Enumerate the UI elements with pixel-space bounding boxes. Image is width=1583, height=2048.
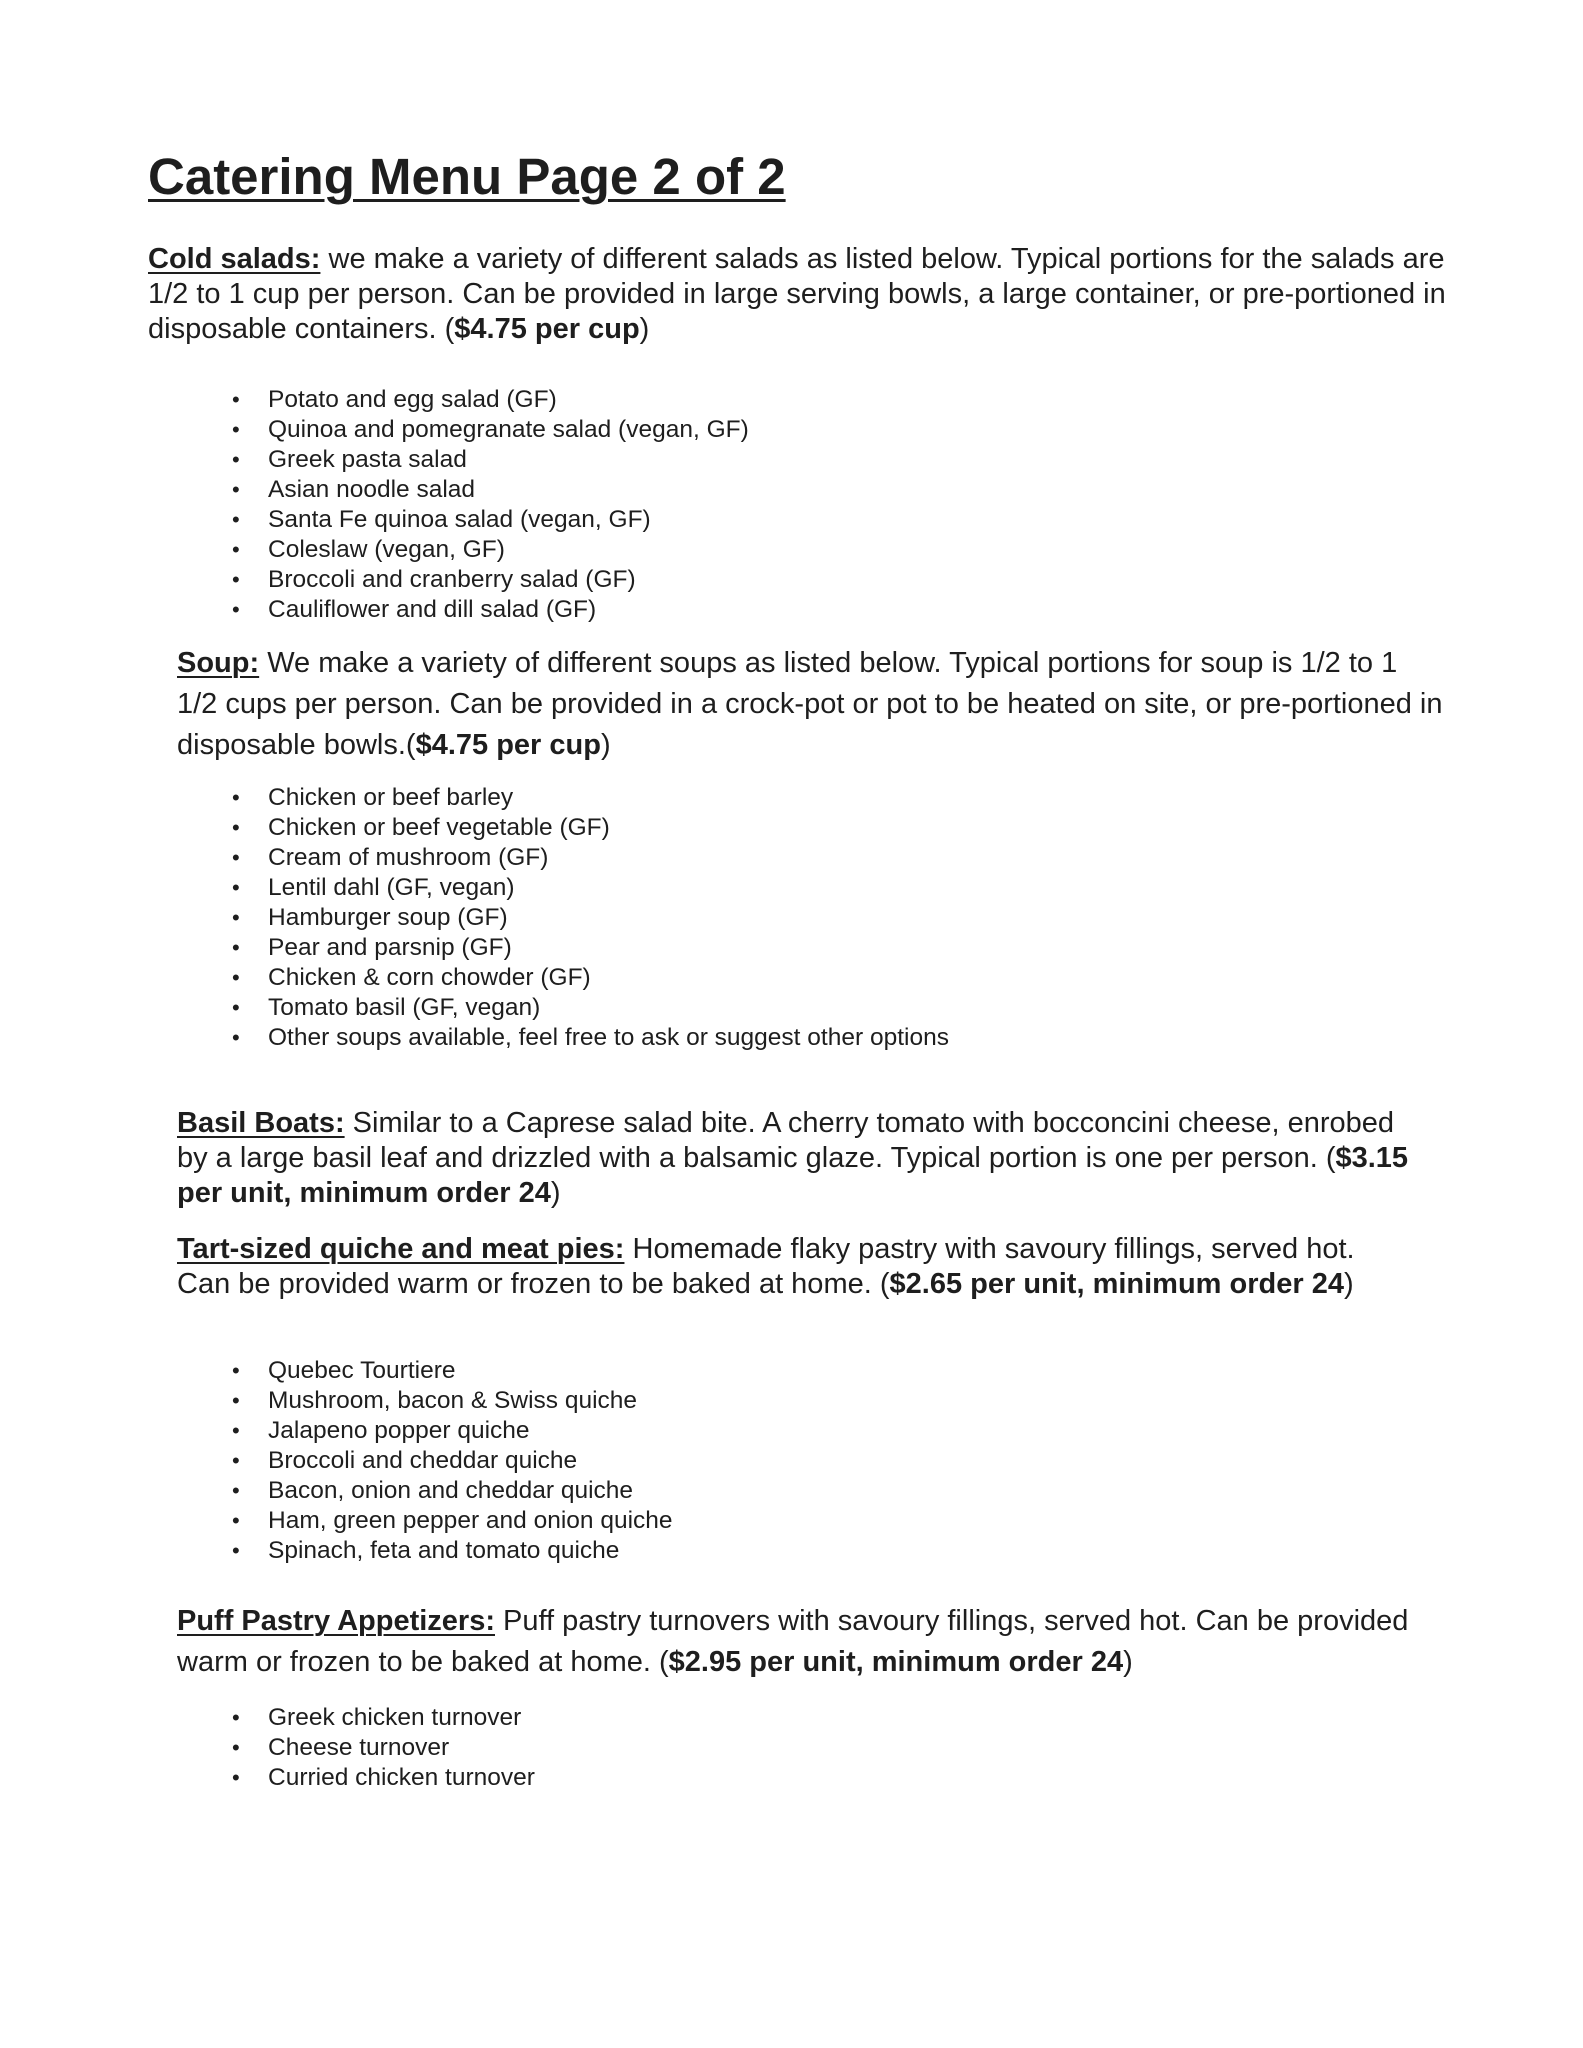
basil-boats-description: Similar to a Caprese salad bite. A cherry tomato with bocconcini cheese, enrobed by a large basil leaf and drizzled with a balsamic glaze. Typical portion is one per person. ( [177,1107,1395,1174]
soup-paragraph [177,643,1445,766]
list-item: • Potato and egg salad (GF) [232,385,749,415]
quiche-price-close: ) [1343,1268,1354,1300]
puff-pastry-list [232,1703,535,1793]
puff-pastry-section [177,1601,1417,1683]
cold-salads-heading: Cold salads: [148,243,321,275]
basil-boats-price: $3.15 per unit, minimum order 24 [177,1142,1409,1209]
list-item: • Chicken or beef barley [232,783,949,813]
quiche-list [232,1356,673,1566]
list-item: • Chicken or beef vegetable (GF) [232,813,949,843]
soup-section [177,643,1445,766]
list-item: • Broccoli and cheddar quiche [232,1446,673,1476]
list-item: • Greek chicken turnover [232,1703,535,1733]
soup-price-close: ) [600,729,611,761]
list-item: • Pear and parsnip (GF) [232,933,949,963]
puff-pastry-description: Puff pastry turnovers with savoury fillings, served hot. Can be provided warm or frozen to be baked at home. ( [177,1605,1409,1678]
basil-boats-price-close: ) [550,1177,561,1209]
basil-boats-section [177,1106,1427,1211]
basil-boats-heading: Basil Boats: [177,1107,345,1139]
list-item: • Coleslaw (vegan, GF) [232,535,749,565]
quiche-price: $2.65 per unit, minimum order 24 [889,1268,1344,1300]
list-item: • Curried chicken turnover [232,1763,535,1793]
cold-salads-price-close: ) [639,313,650,345]
cold-salads-list [232,385,749,625]
soup-list [232,783,949,1053]
list-item: • Tomato basil (GF, vegan) [232,993,949,1023]
list-item: • Cheese turnover [232,1733,535,1763]
list-item: • Jalapeno popper quiche [232,1416,673,1446]
page-title: Catering Menu Page 2 of 2 [148,148,786,205]
quiche-description: Homemade flaky pastry with savoury fillings, served hot. Can be provided warm or frozen to be baked at home. ( [177,1233,1355,1300]
list-item: • Santa Fe quinoa salad (vegan, GF) [232,505,749,535]
list-item: • Cream of mushroom (GF) [232,843,949,873]
quiche-paragraph [177,1232,1392,1302]
soup-description: We make a variety of different soups as listed below. Typical portions for soup is 1/2 to 1 1/2 cups per person. Can be provided in a crock-pot or pot to be heated on site, or pre-portioned in disposable bowls.( [177,647,1443,761]
basil-boats-paragraph [177,1106,1427,1211]
list-item: • Quebec Tourtiere [232,1356,673,1386]
list-item: • Chicken & corn chowder (GF) [232,963,949,993]
cold-salads-description: we make a variety of different salads as listed below. Typical portions for the salads are 1/2 to 1 cup per person. Can be provided in large serving bowls, a large container, or pre-portioned in disposable containers. ( [148,243,1446,345]
quiche-heading: Tart-sized quiche and meat pies: [177,1233,625,1265]
list-item: • Asian noodle salad [232,475,749,505]
list-item: • Ham, green pepper and onion quiche [232,1506,673,1536]
list-item: • Cauliflower and dill salad (GF) [232,595,749,625]
puff-pastry-price: $2.95 per unit, minimum order 24 [668,1646,1124,1678]
list-item: • Quinoa and pomegranate salad (vegan, GF) [232,415,749,445]
list-item: • Bacon, onion and cheddar quiche [232,1476,673,1506]
list-item: • Greek pasta salad [232,445,749,475]
puff-pastry-price-close: ) [1123,1646,1133,1678]
puff-pastry-heading: Puff Pastry Appetizers: [177,1605,495,1637]
cold-salads-section [148,242,1448,347]
list-item: • Hamburger soup (GF) [232,903,949,933]
cold-salads-price: $4.75 per cup [454,313,640,345]
quiche-section [177,1232,1392,1302]
list-item: • Spinach, feta and tomato quiche [232,1536,673,1566]
soup-price: $4.75 per cup [415,729,601,761]
list-item: • Broccoli and cranberry salad (GF) [232,565,749,595]
list-item: • Lentil dahl (GF, vegan) [232,873,949,903]
soup-heading: Soup: [177,647,260,679]
puff-pastry-paragraph [177,1601,1417,1683]
list-item: • Mushroom, bacon & Swiss quiche [232,1386,673,1416]
list-item: • Other soups available, feel free to ask or suggest other options [232,1023,949,1053]
cold-salads-paragraph [148,242,1448,347]
